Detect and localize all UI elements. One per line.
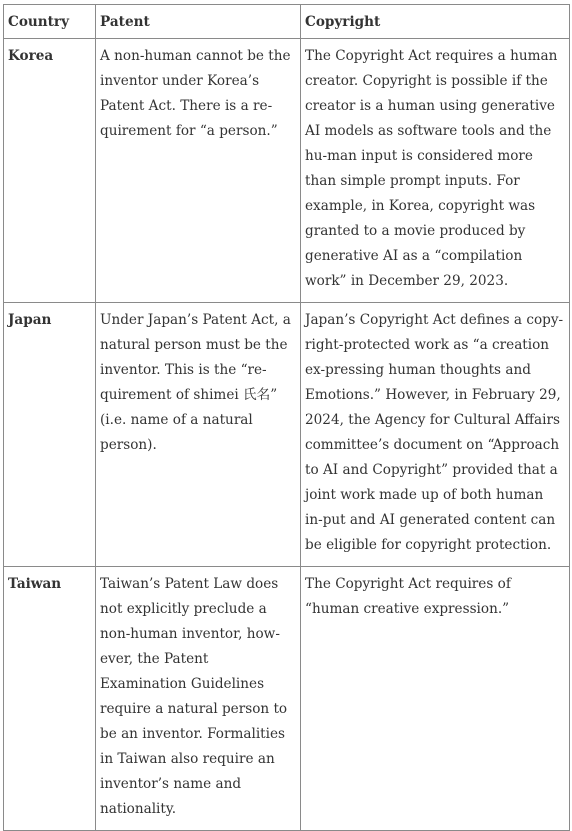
row-patent-taiwan: Taiwan’s Patent Law does not explicitly preclude a non-human inventor, how-ever, the Patent Examination Guidelines require a natural person to be an inventor. Formalities in Taiwan also require an inventor’s name and nationality. — [96, 567, 301, 831]
table-row — [4, 303, 570, 567]
row-patent-korea: A non-human cannot be the inventor under Korea’s Patent Act. There is a re-quirement for “a person.” — [96, 39, 301, 303]
table-row — [4, 567, 570, 831]
table-header-row — [4, 5, 570, 39]
table-row — [4, 39, 570, 303]
row-country-taiwan: Taiwan — [4, 567, 96, 831]
row-copyright-taiwan: The Copyright Act requires of “human creative expression.” — [301, 567, 570, 831]
header-copyright: Copyright — [301, 5, 570, 39]
row-country-korea: Korea — [4, 39, 96, 303]
header-country: Country — [4, 5, 96, 39]
row-copyright-japan: Japan’s Copyright Act defines a copy-right-protected work as “a creation ex-pressing human thoughts and Emotions.” However, in February 29, 2024, the Agency for Cultural Affairs committee’s document on “Approach to AI and Copyright” provided that a joint work made up of both human in-put and AI generated content can be eligible for copyright protection. — [301, 303, 570, 567]
header-patent: Patent — [96, 5, 301, 39]
row-patent-japan: Under Japan’s Patent Act, a natural person must be the inventor. This is the “re-quirement of shimei 氏名” (i.e. name of a natural person). — [96, 303, 301, 567]
ai-ip-comparison-table — [3, 4, 570, 831]
row-country-japan: Japan — [4, 303, 96, 567]
row-copyright-korea: The Copyright Act requires a human creator. Copyright is possible if the creator is a human using generative AI models as software tools and the hu-man input is considered more than simple prompt inputs. For example, in Korea, copyright was granted to a movie produced by generative AI as a “compilation work” in December 29, 2023. — [301, 39, 570, 303]
